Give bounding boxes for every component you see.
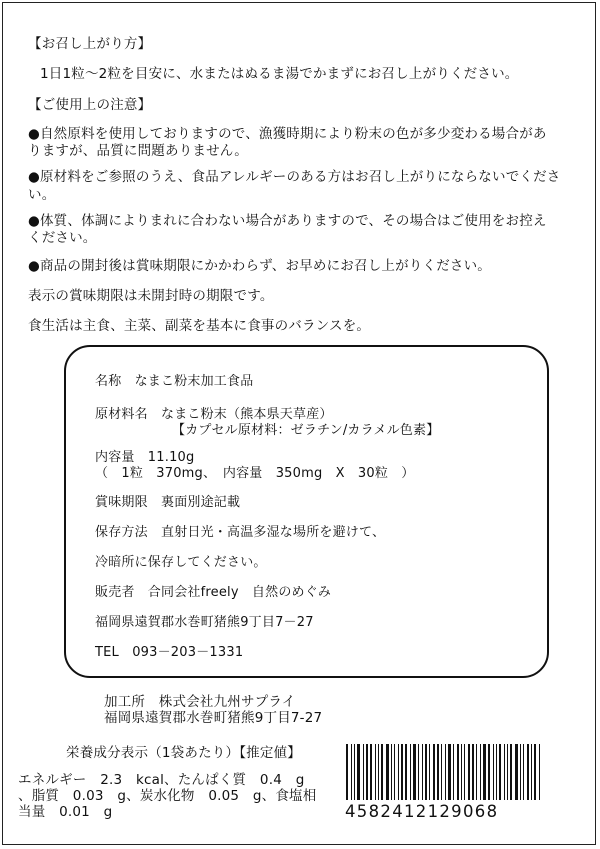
- barcode-bar: [496, 744, 497, 800]
- nutrition-line-1: エネルギー 2.3 kcal、たんぱく質 0.4 g: [18, 772, 305, 788]
- nutrition-line-2: 、脂質 0.03 g、炭水化物 0.05 g、食塩相: [18, 788, 317, 804]
- barcode-bar: [445, 744, 446, 800]
- barcode-bar: [531, 744, 532, 800]
- barcode-bars: [346, 744, 586, 800]
- barcode-bar: [523, 744, 524, 800]
- precaution-item-3-line-2: ください。: [28, 230, 97, 246]
- barcode-bar: [410, 744, 411, 800]
- barcode-bar: [357, 744, 360, 800]
- precaution-item-2-line-2: い。: [28, 187, 56, 203]
- barcode-bar: [520, 744, 521, 800]
- precautions-heading: 【ご使用上の注意】: [28, 97, 152, 113]
- seller: 販売者 合同会社freely 自然のめぐみ: [95, 585, 332, 600]
- barcode-bar: [398, 744, 399, 800]
- barcode-bar: [401, 744, 403, 800]
- barcode-bar: [394, 744, 395, 800]
- expiry-note: 表示の賞味期限は未開封時の期限です。: [28, 288, 274, 304]
- barcode-bar: [351, 744, 352, 800]
- barcode-bar: [472, 744, 474, 800]
- barcode-bar: [480, 744, 481, 800]
- barcode-bar: [448, 744, 451, 800]
- storage-line-1: 保存方法 直射日光・高温多湿な場所を避けて、: [95, 525, 386, 540]
- barcode-bar: [405, 744, 407, 800]
- barcode-bar: [346, 744, 348, 800]
- barcode-bar: [457, 744, 459, 800]
- precaution-item-1-line-1: ●自然原料を使用しておりますので、漁獲時期により粉末の色が多少変わる場合があ: [28, 126, 547, 142]
- barcode-bar: [386, 744, 389, 800]
- barcode-digits: 4582412129068: [345, 802, 499, 821]
- barcode-bar: [493, 744, 494, 800]
- nutrition-heading: 栄養成分表示（1袋あたり）【推定値】: [66, 745, 301, 761]
- barcode-bar: [510, 744, 512, 800]
- product-info-panel: [64, 345, 549, 678]
- barcode-bar: [378, 744, 379, 800]
- barcode-bar: [370, 744, 372, 800]
- nutrition-line-3: 当量 0.01 g: [18, 804, 113, 820]
- product-name: 名称 なまこ粉末加工食品: [95, 374, 254, 389]
- barcode-bar: [391, 744, 392, 800]
- diet-note: 食生活は主食、主菜、副菜を基本に食事のバランスを。: [28, 318, 371, 334]
- barcode-bar: [354, 744, 355, 800]
- expiry-date: 賞味期限 裏面別途記載: [95, 495, 241, 510]
- content-amount-line-1: 内容量 11.10g: [95, 450, 195, 465]
- barcode-bar: [422, 744, 423, 800]
- barcode-bar: [476, 744, 477, 800]
- barcode-bar: [366, 744, 368, 800]
- seller-tel: TEL 093－203－1331: [95, 645, 244, 660]
- content-amount-line-2: （ 1粒 370mg、 内容量 350mg X 30粒 ）: [95, 466, 415, 481]
- barcode-bar: [433, 744, 435, 800]
- precaution-item-3-line-1: ●体質、体調によりまれに合わない場合がありますので、その場合はご使用をお控え: [28, 213, 547, 229]
- barcode-bar: [429, 744, 430, 800]
- processor-line-2: 福岡県遠賀郡水巻町猪熊9丁目7-27: [104, 710, 323, 726]
- precaution-item-1-line-2: りますが、品質に問題ありません。: [28, 143, 249, 159]
- barcode-bar: [425, 744, 427, 800]
- processor-line-1: 加工所 株式会社九州サプライ: [104, 694, 296, 710]
- usage-text: 1日1粒～2粒を目安に、水またはぬるま湯でかまずにお召し上がりください。: [40, 66, 519, 82]
- seller-address: 福岡県遠賀郡水巻町猪熊9丁目7－27: [95, 615, 314, 630]
- barcode: [343, 738, 593, 830]
- barcode-bar: [504, 744, 505, 800]
- barcode-bar: [515, 744, 518, 800]
- barcode-bar: [464, 744, 465, 800]
- barcode-bar: [453, 744, 454, 800]
- barcode-bar: [441, 744, 442, 800]
- barcode-bar: [418, 744, 419, 800]
- barcode-bar: [488, 744, 490, 800]
- ingredients-line-1: 原材料名 なまこ粉末（熊本県天草産）: [95, 407, 333, 422]
- usage-heading: 【お召し上がり方】: [28, 36, 152, 52]
- precaution-item-4: ●商品の開封後は賞味期限にかかわらず、お早めにお召し上がりください。: [28, 258, 491, 274]
- barcode-bar: [461, 744, 462, 800]
- barcode-bar: [539, 744, 540, 800]
- barcode-bar: [527, 744, 529, 800]
- barcode-bar: [468, 744, 470, 800]
- storage-line-2: 冷暗所に保存してください。: [95, 555, 267, 570]
- barcode-bar: [499, 744, 501, 800]
- barcode-bar: [363, 744, 364, 800]
- barcode-bar: [413, 744, 416, 800]
- precaution-item-2-line-1: ●原材料をご参照のうえ、食品アレルギーのある方はお召し上がりにならないでくださ: [28, 169, 561, 185]
- barcode-bar: [375, 744, 376, 800]
- barcode-bar: [507, 744, 508, 800]
- barcode-bar: [534, 744, 536, 800]
- barcode-bar: [381, 744, 383, 800]
- barcode-bar: [437, 744, 439, 800]
- ingredients-line-2: 【カプセル原材料：ゼラチン/カラメル色素】: [172, 423, 440, 438]
- barcode-bar: [483, 744, 486, 800]
